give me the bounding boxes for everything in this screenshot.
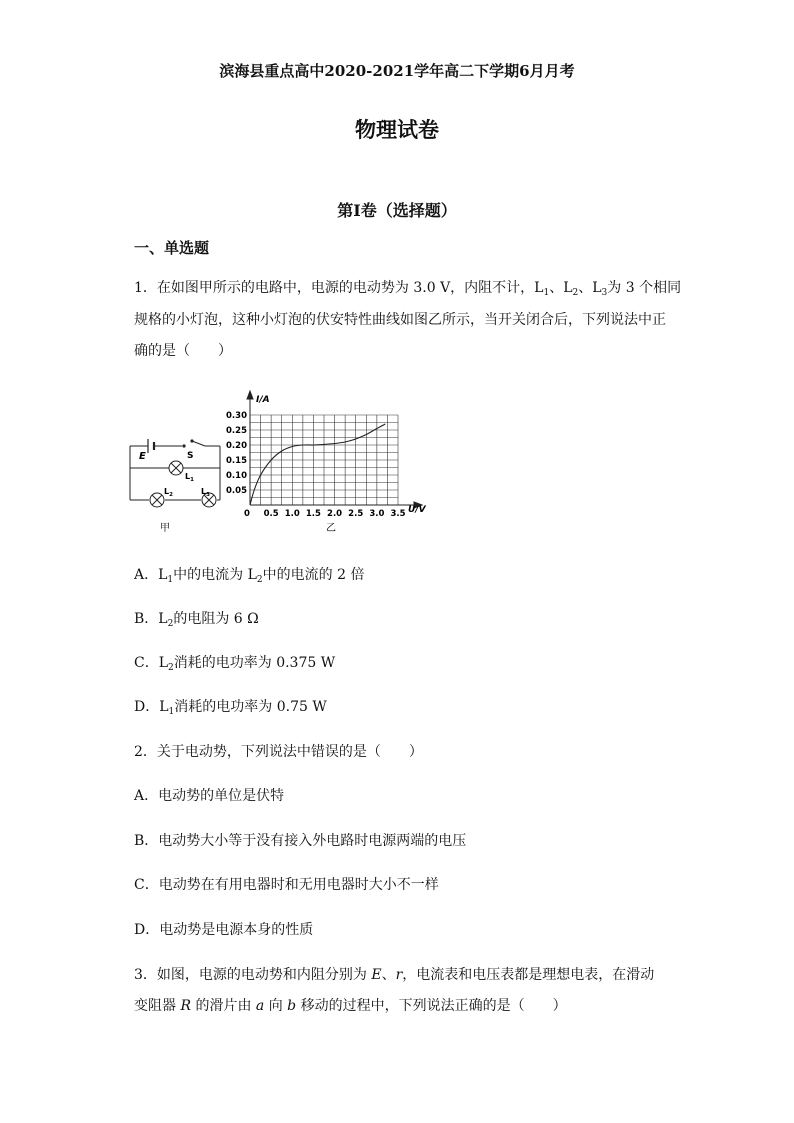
q3-stem-line2: 变阻器 R 的滑片由 a 向 b 移动的过程中，下列说法正确的是（ ）: [134, 998, 567, 1014]
y-tick-label: 0.15: [226, 456, 247, 466]
emf-label: E: [139, 451, 146, 462]
iv-chart: [222, 387, 432, 542]
y-tick-label: 0.10: [226, 471, 247, 481]
x-tick-label: 3.5: [390, 509, 406, 519]
switch-label: S: [187, 451, 194, 461]
q1-stem-line1: 1．在如图甲所示的电路中，电源的电动势为 3.0 V，内阻不计，$L_1$、$L_2$、$L_3$为 3 个相同: [134, 280, 682, 298]
school-title: 滨海县重点高中2020-2021学年高二下学期6月月考: [219, 62, 575, 80]
lamp-l1-label: $L_1$: [185, 472, 194, 483]
y-tick-label: 0.20: [226, 441, 247, 451]
q3-stem-line1: 3．如图，电源的电动势和内阻分别为 E、r，电流表和电压表都是理想电表，在滑动: [134, 967, 655, 983]
q2-stem: 2．关于电动势，下列说法中错误的是（ ）: [134, 744, 423, 760]
lamp-l2-icon: [150, 493, 164, 507]
q2-option-a: A．电动势的单位是伏特: [134, 788, 285, 804]
circuit-diagram: [126, 432, 224, 536]
q1-option-c: C．$L_2$消耗的电功率为 0.375 W: [134, 655, 336, 673]
y-axis-arrow-icon: [247, 391, 253, 399]
q1-stem-line2: 规格的小灯泡，这种小灯泡的伏安特性曲线如图乙所示，当开关闭合后，下列说法中正: [134, 312, 666, 328]
y-tick-label: 0.30: [226, 411, 247, 421]
iv-curve: [250, 424, 385, 505]
y-tick-label: 0.25: [226, 426, 247, 436]
lamp-l2-label: $L_2$: [164, 487, 173, 498]
x-tick-label: 1.0: [284, 509, 300, 519]
q2-option-b: B．电动势大小等于没有接入外电路时电源两端的电压: [134, 833, 467, 849]
section-title: 一、单选题: [134, 239, 210, 257]
volume-title: 第Ⅰ卷（选择题）: [337, 201, 457, 220]
y-axis-label: I/A: [256, 395, 270, 405]
x-tick-label: 1.5: [305, 509, 321, 519]
q1-option-a: A．$L_1$中的电流为 $L_2$中的电流的 2 倍: [134, 567, 365, 585]
q1-option-b: B．$L_2$的电阻为 6 Ω: [134, 611, 259, 629]
q1-stem-line3: 确的是（ ）: [134, 343, 232, 359]
switch-icon: [182, 439, 193, 447]
q2-option-c: C．电动势在有用电器时和无用电器时大小不一样: [134, 877, 439, 893]
x-tick-label: 0: [244, 509, 250, 519]
y-tick-label: 0.05: [226, 486, 247, 496]
circuit-caption: 甲: [160, 523, 170, 534]
q2-option-d: D．电动势是电源本身的性质: [134, 922, 314, 938]
x-tick-label: 3.0: [369, 509, 385, 519]
x-axis-label: U/V: [408, 505, 426, 515]
x-tick-label: 2.5: [348, 509, 364, 519]
x-tick-label: 0.5: [263, 509, 279, 519]
x-tick-label: 2.0: [327, 509, 343, 519]
battery-icon: [148, 439, 154, 453]
chart-caption: 乙: [326, 523, 336, 534]
lamp-l3-label: $L_3$: [201, 487, 210, 498]
subject-title: 物理试卷: [355, 117, 439, 142]
lamp-l1-icon: [169, 461, 183, 475]
q1-option-d: D．$L_1$消耗的电功率为 0.75 W: [134, 699, 327, 717]
